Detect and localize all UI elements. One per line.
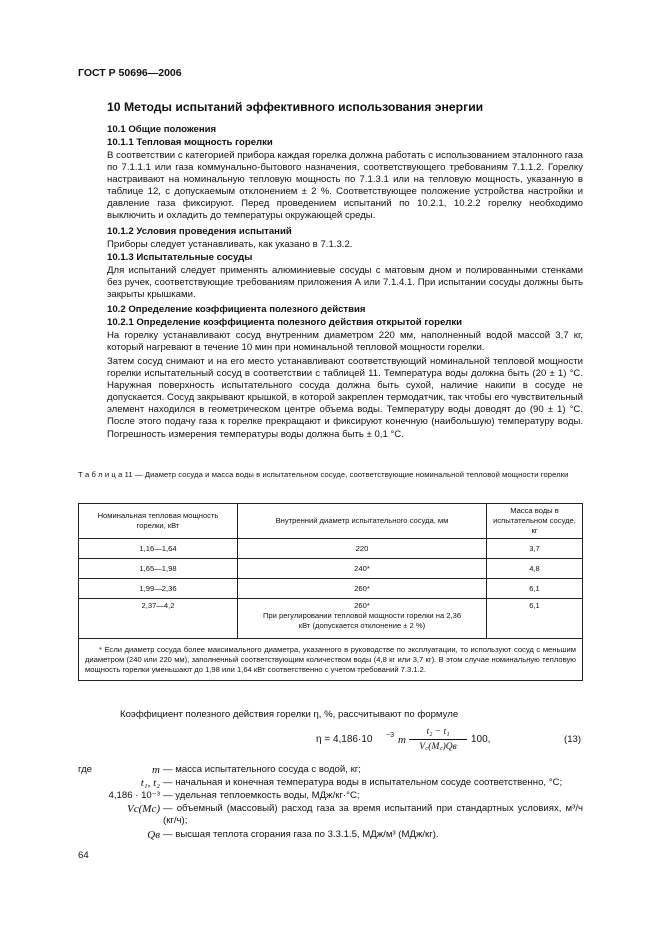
table-header-row [79,504,583,539]
table-cell-note: При регулировании тепловой мощности горелки на 2,36 кВт (допускается отклонение ± 2 %) [262,611,462,630]
table-row [79,599,583,639]
paragraph-10-1-2: Приборы следует устанавливать, как указано в 7.1.3.2. [107,239,353,250]
def-symbol [114,777,160,790]
table-footnote-row [79,639,583,681]
table-header-cell: Внутренний диаметр испытательного сосуда, мм [238,504,487,539]
def-text: — высшая теплота сгорания газа по 3.3.1.5, МДж/м³ (МДж/кг). [163,829,439,840]
table-cell: 220 [238,539,487,559]
table-cell: 1,99—2,36 [79,579,238,599]
table-row [79,579,583,599]
def-symbol: 4,186 · 10⁻³ [108,790,160,801]
def-text: — масса испытательного сосуда с водой, кг; [163,764,361,775]
table-cell: 1,65—1,98 [79,559,238,579]
table-cell: 240* [238,559,487,579]
table-header-cell: Масса воды в испытательном сосуде, кг [487,504,583,539]
paragraph-text: В соответствии с категорией прибора каждая горелка должна работать с использованием эталонного газа по 7.1.1.1 или газа коммунально-бытового назначения, соответствующего требованиям 7.1.1.2. Горелку настраивают на номинальную тепловую мощность по 7.1.3.1 или на тепловую мощность, указанную в таблице 12, с допускаемым отклонением ± 2 %. Соответствующее положение устройства настройки и давление газа фиксируют. Перед проведением испытаний по 10.2.1, 10.2.2 горелку необходимо выключить и охладить до температуры окружающей среды. [107,150,583,222]
subsection-10-1: 10.1 Общие положения [107,124,217,135]
formula-tail: 100, [471,734,491,745]
formula-13 [316,726,586,756]
formula-intro: Коэффициент полезного действия горелки η, %, рассчитывают по формуле [120,709,459,720]
section-title: 10 Методы испытаний эффективного использования энергии [107,100,484,114]
formula-exponent: −3 [386,732,394,739]
def-text: — объемный (массовый) расход газа за время испытаний при стандартных условиях, м³/ч (кг/ч); [163,803,583,827]
formula-number: (13) [564,734,582,745]
symbol: Vc(Mc) [127,803,160,815]
def-symbol [110,803,160,816]
table-row [79,559,583,579]
table-caption: Т а б л и ц а 11 — Диаметр сосуда и масса воды в испытательном сосуде, соответствующие номинальной тепловой мощности горелки [78,470,569,479]
table-footnote [79,639,583,681]
table-header-cell: Номинальная тепловая мощность горелки, кВт [79,504,238,539]
table-cell-value: 260* [354,601,370,610]
where-label: где [78,764,93,775]
def-symbol [130,829,160,842]
paragraph-10-1-1 [107,150,583,223]
paragraph-10-2-1-b: Затем сосуд снимают и на его место устанавливают соответствующий номинальной тепловой мощности горелки испытательный сосуд в соответствии с таблицей 11. Температура воды должна быть (20 ± 1) °С. Наружная поверхность испытательного сосуда должна быть сухой, наличие накипи в сосуде не допускается. Сосуд закрывают крышкой, в которой закреплен термодатчик, так чтобы его чувствительный элемент находился в геометрическом центре объема воды. Температуру воды доводят до (90 ± 1) °С. После этого подачу газа к горелке прекращают и фиксируют конечную (наибольшую) температуру воды. Погрешность измерения температуры воды должна быть ± 0,1 °С. [107,356,583,440]
table-cell: 2,37—4,2 [79,599,238,639]
table-11 [78,503,583,681]
document-header: ГОСТ Р 50696—2006 [78,67,182,79]
symbol: m [152,764,160,776]
table-cell: 4,8 [487,559,583,579]
table-cell [238,599,487,639]
subsection-10-1-1: 10.1.1 Тепловая мощность горелки [107,137,273,148]
formula-numerator: t₂ − t₁ [426,727,450,737]
def-text: — начальная и конечная температура воды в испытательном сосуде соответственно, °С; [163,777,563,788]
table-row [79,539,583,559]
formula-denominator: V꜀(M꜀)Qв [419,742,457,752]
subsection-10-1-3: 10.1.3 Испытательные сосуды [107,252,253,263]
paragraph-10-1-3: Для испытаний следует применять алюминиевые сосуды с матовым дном и полированными стенками без ручек, соответствующие требованиям приложения А или 7.1.4.1. При испытании сосуды должны быть закрыты крышками. [107,265,583,301]
table-cell: 6,1 [487,579,583,599]
fraction-bar [409,739,467,740]
symbol: t₁, t₂ [140,777,160,789]
table-cell: 3,7 [487,539,583,559]
subsection-10-2-1: 10.2.1 Определение коэффициента полезного действия открытой горелки [107,317,463,328]
footnote-text: * Если диаметр сосуда более максимального диаметра, указанного в руководстве по эксплуатации, то используют сосуд с меньшим диаметром (240 или 220 мм), заполненный соответствующим количеством воды (4,8 кг или 3,7 кг). В этом случае номинальную тепловую мощность горелки уменьшают до 1,98 или 1,64 кВт соответственно с учетом требований 7.3.1.2. [85,645,576,674]
table-cell: 260* [238,579,487,599]
def-symbol [130,764,160,777]
table-cell: 1,16—1,64 [79,539,238,559]
paragraph-10-2-1-a: На горелку устанавливают сосуд внутренним диаметром 220 мм, наполненный водой массой 3,7 кг, который нагревают в течение 10 мин при номинальной тепловой мощности горелки. [107,330,583,354]
formula-mass: m [398,734,406,746]
formula-lhs: η = 4,186·10 [316,734,373,745]
page-number: 64 [78,850,89,861]
def-text: — удельная теплоемкость воды, МДж/кг·°С; [163,790,360,801]
table-cell: 6,1 [487,599,583,639]
subsection-10-2: 10.2 Определение коэффициента полезного действия [107,304,366,315]
symbol: Qв [147,829,160,841]
subsection-10-1-2: 10.1.2 Условия проведения испытаний [107,226,292,237]
